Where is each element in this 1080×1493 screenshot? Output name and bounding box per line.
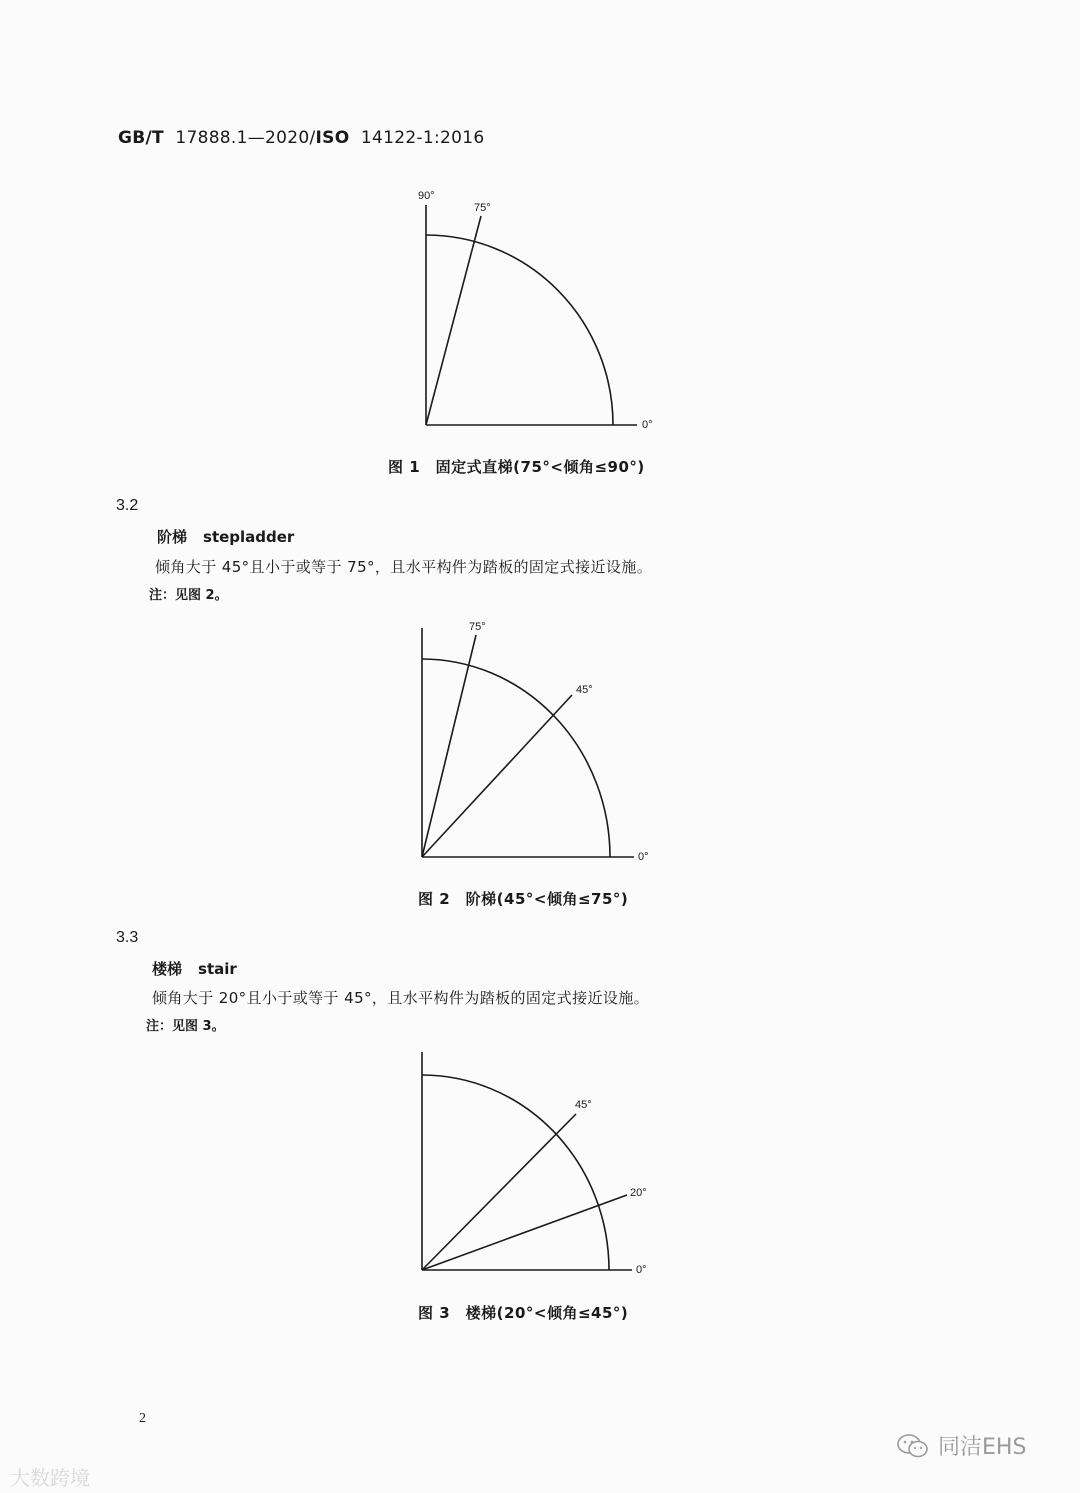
figure-1-caption: 图 1 固定式直梯(75°<倾角≤90°) (388, 458, 645, 476)
label-0: 0° (636, 1264, 647, 1276)
wechat-icon (896, 1433, 930, 1459)
term-en: stair (198, 960, 237, 978)
term-note: 注：见图 2。 (149, 588, 228, 603)
term-en: stepladder (203, 528, 295, 546)
iso-prefix: ISO (315, 128, 350, 148)
label-45: 45° (576, 684, 593, 696)
line-45 (422, 1114, 576, 1270)
term-definition: 倾角大于 45°且小于或等于 75°，且水平构件为踏板的固定式接近设施。 (155, 558, 653, 576)
section-number: 3.2 (116, 497, 139, 514)
label-45: 45° (575, 1099, 592, 1111)
label-0: 0° (642, 419, 653, 431)
watermark-right (896, 1430, 1026, 1461)
label-0: 0° (638, 851, 649, 863)
figure-2-caption: 图 2 阶梯(45°<倾角≤75°) (418, 890, 629, 908)
label-75: 75° (469, 621, 486, 633)
watermark-left: 大数跨境 (10, 1466, 90, 1490)
iso-number: 14122-1:2016 (360, 128, 485, 148)
page-number: 2 (139, 1411, 146, 1426)
std-number: 17888.1—2020/ (175, 128, 316, 148)
term-cn: 阶梯 (157, 528, 188, 546)
line-20 (422, 1195, 627, 1270)
label-75: 75° (474, 202, 491, 214)
label-90: 90° (418, 190, 435, 202)
figure-3-caption: 图 3 楼梯(20°<倾角≤45°) (418, 1304, 629, 1322)
section-number: 3.3 (116, 929, 139, 946)
label-20: 20° (630, 1187, 647, 1199)
std-prefix: GB/T (118, 128, 164, 148)
term-note: 注：见图 3。 (146, 1019, 225, 1034)
term-cn: 楼梯 (152, 960, 183, 978)
watermark-right-text: 同洁EHS (938, 1435, 1027, 1460)
term-definition: 倾角大于 20°且小于或等于 45°，且水平构件为踏板的固定式接近设施。 (152, 989, 650, 1007)
